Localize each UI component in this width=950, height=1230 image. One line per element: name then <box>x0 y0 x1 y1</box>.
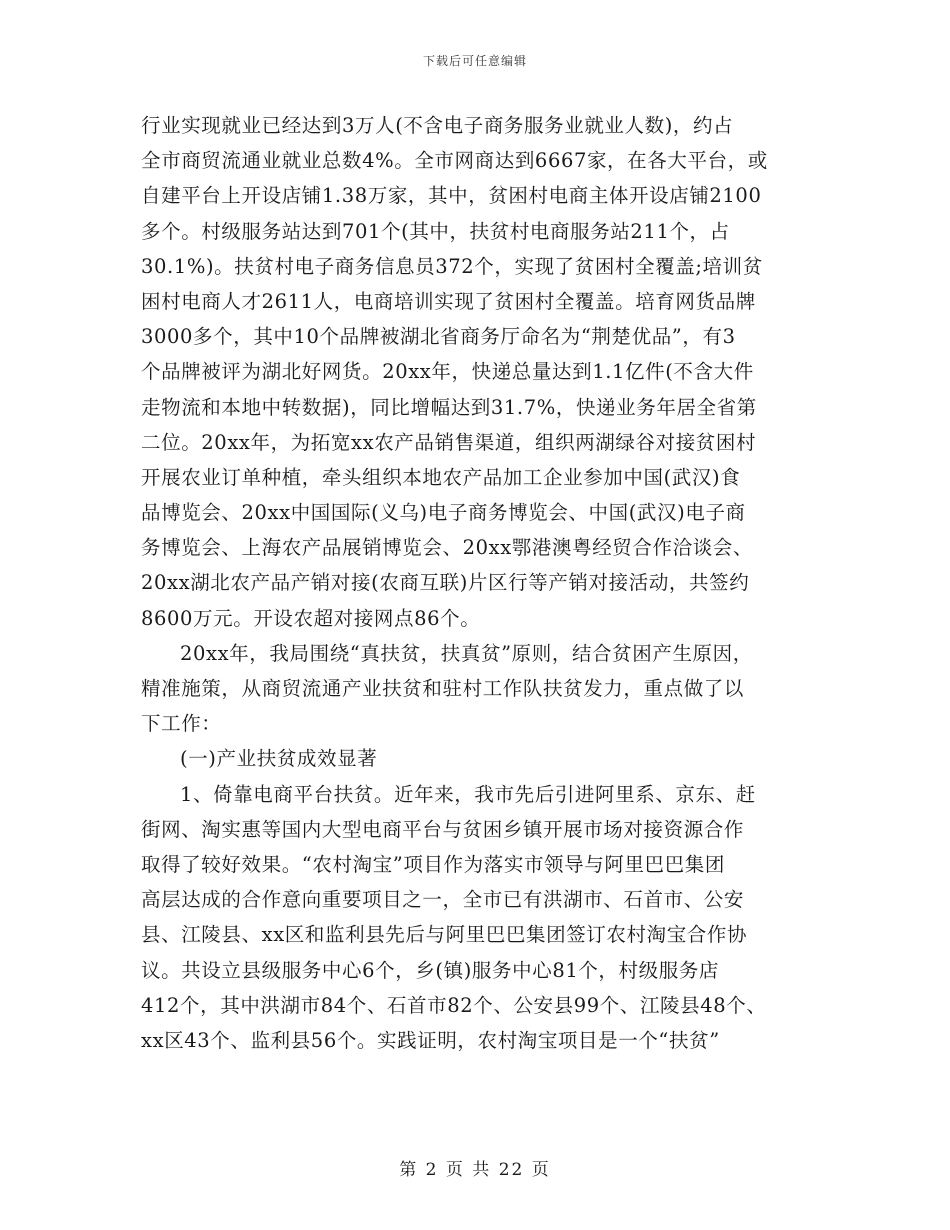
text-line: 下工作： <box>141 712 222 736</box>
text-line: 全市商贸流通业就业总数4%。全市网商达到6667家，在各大平台，或 <box>141 149 768 173</box>
text-line: 8600万元。开设农超对接网点86个。 <box>141 606 481 630</box>
text-line: 二位。20xx年，为拓宽xx农产品销售渠道，组织两湖绿谷对接贫困村 <box>141 430 757 454</box>
page-number-footer: 第 2 页 共 22 页 <box>399 1160 551 1180</box>
text-line: 3000多个，其中10个品牌被湖北省商务厅命名为“荆楚优品”，有3 <box>141 325 736 349</box>
text-line: 20xx湖北农产品产销对接(农商互联)片区行等产销对接活动，共签约 <box>141 571 750 595</box>
text-line: 县、江陵县、xx区和监利县先后与阿里巴巴集团签订农村淘宝合作协 <box>141 923 748 947</box>
text-line: 精准施策，从商贸流通产业扶贫和驻村工作队扶贫发力，重点做了以 <box>141 677 745 700</box>
document-body <box>141 108 811 1058</box>
text-line: xx区43个、监利县56个。实践证明，农村淘宝项目是一个“扶贫” <box>141 1028 720 1052</box>
text-line: 多个。村级服务站达到701个(其中，扶贫村电商服务站211个，占 <box>141 219 730 243</box>
text-line: 个品牌被评为湖北好网货。20xx年，快递总量达到1.1亿件(不含大件 <box>141 360 754 384</box>
text-line: 取得了较好效果。“农村淘宝”项目作为落实市领导与阿里巴巴集团 <box>141 852 725 876</box>
section-heading: (一)产业扶贫成效显著 <box>180 747 378 771</box>
text-line: 议。共设立县级服务中心6个，乡(镇)服务中心81个，村级服务店 <box>141 958 720 982</box>
text-line: 高层达成的合作意向重要项目之一，全市已有洪湖市、石首市、公安 <box>141 888 745 912</box>
paragraph-start-line: 1、倚靠电商平台扶贫。近年来，我市先后引进阿里系、京东、赶 <box>180 782 756 806</box>
text-line: 品博览会、20xx中国国际(义乌)电子商务博览会、中国(武汉)电子商 <box>141 501 746 525</box>
text-line: 开展农业订单种植，牵头组织本地农产品加工企业参加中国(武汉)食 <box>141 465 741 489</box>
text-line: 412个，其中洪湖市84个、石首市82个、公安县99个、江陵县48个、 <box>141 993 767 1017</box>
text-line: 30.1%)。扶贫村电子商务信息员372个，实现了贫困村全覆盖;培训贫 <box>141 254 763 278</box>
text-line: 困村电商人才2611人，电商培训实现了贫困村全覆盖。培育网货品牌 <box>141 289 756 313</box>
text-line: 行业实现就业已经达到3万人(不含电子商务服务业就业人数)，约占 <box>141 114 734 137</box>
text-line: 自建平台上开设店铺1.38万家，其中，贫困村电商主体开设店铺2100 <box>141 184 762 208</box>
page-header: 下载后可任意编辑 <box>422 54 527 68</box>
text-line: 走物流和本地中转数据)，同比增幅达到31.7%，快递业务年居全省第 <box>141 395 757 419</box>
paragraph-start-line: 20xx年，我局围绕“真扶贫，扶真贫”原则，结合贫困产生原因， <box>180 641 753 665</box>
text-line: 街网、淘实惠等国内大型电商平台与贫困乡镇开展市场对接资源合作 <box>141 817 745 841</box>
text-line: 务博览会、上海农产品展销博览会、20xx鄂港澳粤经贸合作洽谈会、 <box>141 536 754 560</box>
